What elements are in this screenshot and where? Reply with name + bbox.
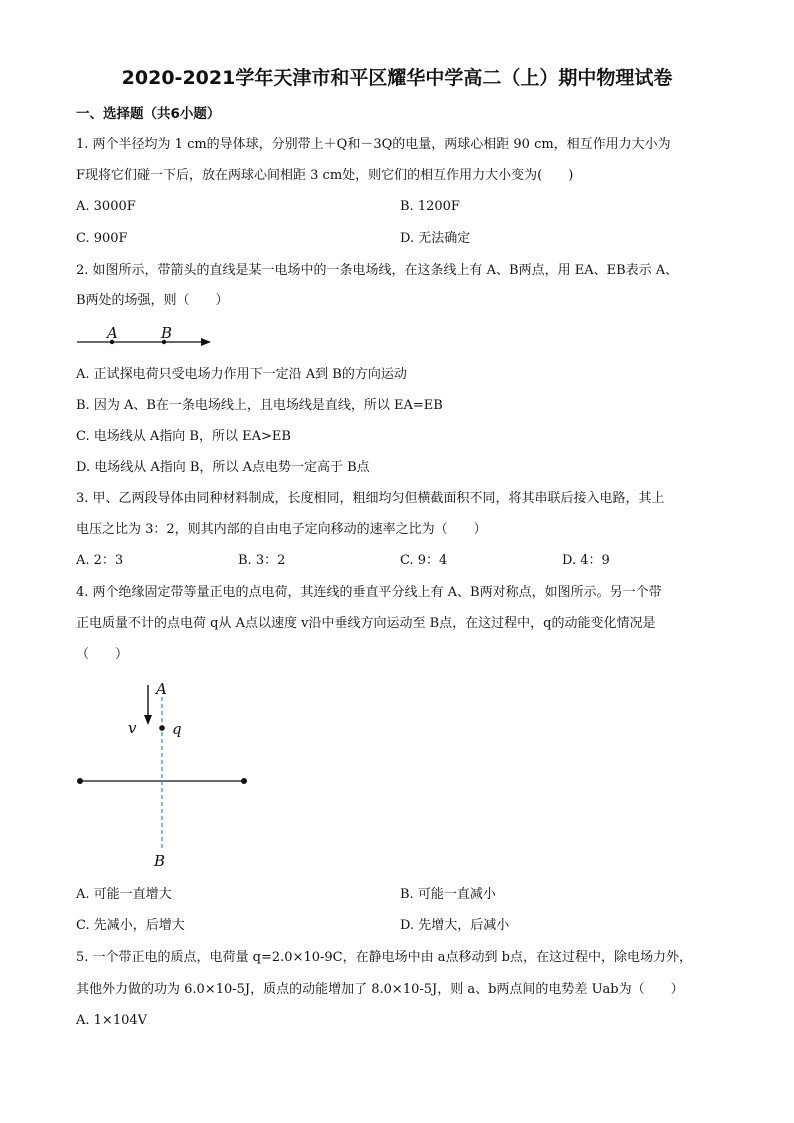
q3-line1: 3. 甲、乙两段导体由同种材料制成，长度相同，粗细均匀但横截面积不同，将其串联后接入电路，其上 [76, 491, 665, 506]
section-heading: 一、选择题（共6小题） [76, 106, 221, 122]
q2-line1: 2. 如图所示，带箭头的直线是某一电场中的一条电场线，在这条线上有 A、B两点，用 EA、EB表示 A、 [76, 263, 679, 278]
fig2-label-b: B [161, 324, 173, 342]
q1-option-b: B. 1200F [400, 199, 460, 214]
q3-line2: 电压之比为 3：2，则其内部的自由电子定向移动的速率之比为（ ） [76, 522, 487, 537]
charge-q-dot [159, 725, 165, 731]
fig4-label-b: B [154, 852, 166, 870]
q2-option-b: B. 因为 A、B在一条电场线上，且电场线是直线，所以 EA=EB [76, 398, 443, 413]
q4-option-c: C. 先减小，后增大 [76, 918, 185, 933]
q3-option-c: C. 9：4 [400, 553, 448, 568]
fig4-label-q: q [172, 720, 182, 738]
q4-line2: 正电质量不计的点电荷 q从 A点以速度 v沿中垂线方向运动至 B点，在这过程中，q的动能变化情况是 [76, 616, 656, 631]
fig4-label-a: A [156, 680, 167, 698]
q2-option-c: C. 电场线从 A指向 B，所以 EA>EB [76, 429, 291, 444]
q4-option-b: B. 可能一直减小 [400, 887, 496, 902]
q5-line2: 其他外力做的功为 6.0×10-5J，质点的动能增加了 8.0×10-5J，则 a、b两点间的电势差 Uab为（ ） [76, 982, 684, 997]
charge-left-dot [77, 778, 83, 784]
page-title: 2020-2021学年天津市和平区耀华中学高二（上）期中物理试卷 [121, 67, 673, 89]
q3-option-b: B. 3：2 [238, 553, 286, 568]
q1-option-c: C. 900F [76, 231, 128, 246]
q4-option-d: D. 先增大，后减小 [400, 918, 510, 933]
velocity-arrowhead [144, 715, 152, 725]
q3-option-a: A. 2：3 [76, 553, 124, 568]
q4-option-a: A. 可能一直增大 [76, 887, 172, 902]
q1-option-d: D. 无法确定 [400, 231, 471, 246]
q2-option-d: D. 电场线从 A指向 B，所以 A点电势一定高于 B点 [76, 460, 370, 475]
q5-line1: 5. 一个带正电的质点，电荷量 q=2.0×10-9C，在静电场中由 a点移动到 b点，在这过程中，除电场力外， [76, 950, 692, 965]
q5-option-a: A. 1×104V [76, 1013, 148, 1028]
q2-line2: B两处的场强，则（ ） [76, 293, 229, 308]
q1-line1: 1. 两个半径均为 1 cm的导体球，分别带上＋Q和－3Q的电量，两球心相距 90 cm，相互作用力大小为 [76, 137, 671, 152]
charge-right-dot [241, 778, 247, 784]
q1-option-a: A. 3000F [76, 199, 136, 214]
q1-line2: F现将它们碰一下后，放在两球心间相距 3 cm处，则它们的相互作用力大小变为( ) [76, 168, 574, 183]
q4-line1: 4. 两个绝缘固定带等量正电的点电荷，其连线的垂直平分线上有 A、B两对称点，如图所示。另一个带 [76, 585, 662, 600]
q2-option-a: A. 正试探电荷只受电场力作用下一定沿 A到 B的方向运动 [76, 367, 407, 382]
q3-option-d: D. 4：9 [562, 553, 610, 568]
q4-line3: （ ） [76, 647, 129, 662]
fig2-label-a: A [107, 324, 118, 342]
fig4-label-v: v [128, 719, 137, 737]
